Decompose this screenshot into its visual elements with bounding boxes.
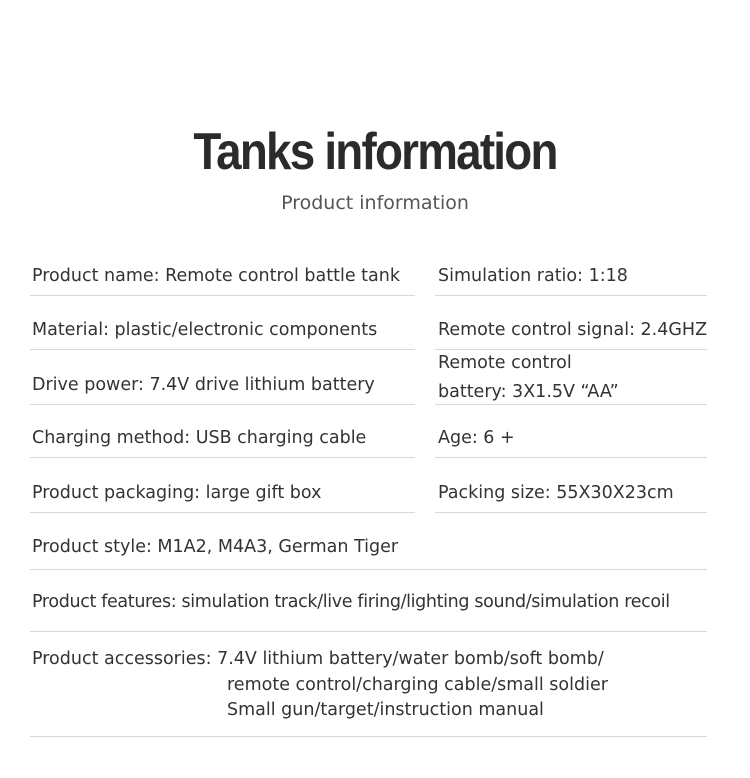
spec-simulation-ratio: Simulation ratio: 1:18 [438, 266, 628, 286]
row-divider [435, 512, 707, 513]
spec-remote-signal: Remote control signal: 2.4GHZ [438, 320, 708, 340]
spec-packing-size: Packing size: 55X30X23cm [438, 483, 674, 503]
row-divider [435, 404, 707, 405]
row-divider [30, 457, 415, 458]
spec-material: Material: plastic/electronic components [32, 320, 378, 340]
row-divider [30, 736, 707, 737]
row-divider [30, 349, 415, 350]
row-divider [30, 631, 707, 632]
spec-remote-battery-line1: Remote control [438, 353, 572, 373]
spec-accessories: Product accessories: 7.4V lithium battery/water bomb/soft bomb/ [32, 649, 604, 669]
spec-remote-battery-line2: battery: 3X1.5V “AA” [438, 382, 619, 402]
spec-drive-power: Drive power: 7.4V drive lithium battery [32, 375, 375, 395]
spec-features: Product features: simulation track/live firing/lighting sound/simulation recoil [32, 592, 670, 612]
spec-accessories-line2: remote control/charging cable/small soldier [227, 675, 608, 695]
spec-style: Product style: M1A2, M4A3, German Tiger [32, 537, 399, 557]
spec-charging-method: Charging method: USB charging cable [32, 428, 367, 448]
row-divider [30, 404, 415, 405]
spec-age: Age: 6 + [438, 428, 515, 448]
spec-product-name: Product name: Remote control battle tank [32, 266, 400, 286]
row-divider [435, 295, 707, 296]
page-title: Tanks information [193, 123, 557, 181]
spec-packaging: Product packaging: large gift box [32, 483, 322, 503]
row-divider [30, 569, 707, 570]
page-subtitle: Product information [281, 192, 469, 214]
row-divider [30, 295, 415, 296]
spec-accessories-line3: Small gun/target/instruction manual [227, 700, 544, 720]
row-divider [30, 512, 415, 513]
row-divider [435, 457, 707, 458]
